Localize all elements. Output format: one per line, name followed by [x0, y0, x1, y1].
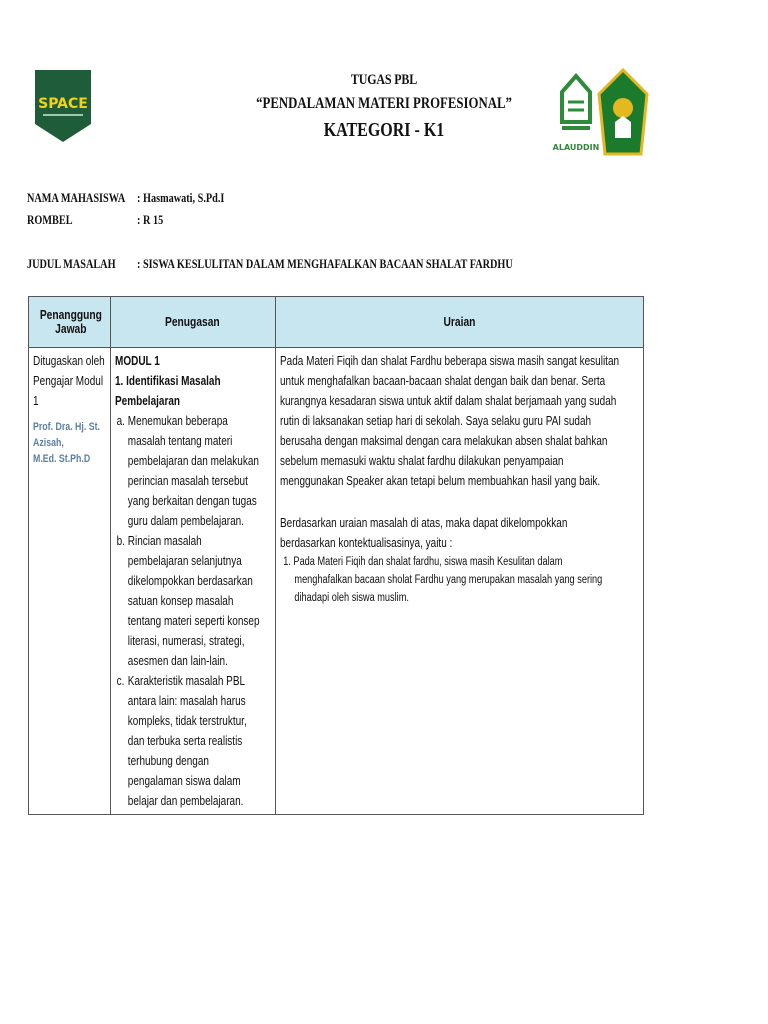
header-uraian: Uraian: [275, 297, 643, 348]
judul-label: JUDUL MASALAH: [27, 257, 116, 271]
title-line-1: TUGAS PBL: [350, 72, 418, 88]
assigned-by-line1: Ditugaskan oleh: [33, 354, 105, 368]
table-header-row: [29, 297, 644, 348]
title-line-2: “PENDALAMAN MATERI PROFESIONAL”: [256, 95, 512, 112]
kemenag-logo: [597, 68, 649, 164]
title-line-3: KATEGORI - K1: [323, 119, 445, 141]
table-row: [29, 348, 644, 815]
rombel-label: ROMBEL: [27, 213, 73, 227]
uin-logo-text: ALAUDDIN: [552, 143, 600, 152]
header-penugasan: Penugasan: [110, 297, 275, 348]
modul-label: MODUL 1: [114, 354, 160, 368]
penanggung-jawab-cell: [29, 348, 111, 815]
penugasan-cell: [110, 348, 275, 815]
uraian-cell: [275, 348, 643, 815]
assigned-by-line2: Pengajar Modul 1: [33, 374, 104, 408]
header-penanggung-jawab: Penanggung Jawab: [29, 297, 111, 348]
subhead-identifikasi: 1. Identifikasi Masalah Pembelajaran: [114, 374, 221, 408]
judul-row: [27, 257, 595, 272]
document-title: [200, 72, 568, 142]
nama-value: : Hasmawati, S.Pd.I: [137, 191, 225, 205]
nama-label: NAMA MAHASISWA: [27, 191, 126, 205]
task-table: [28, 296, 644, 815]
nama-row: [27, 191, 244, 206]
space-logo-text: SPACE: [38, 96, 88, 112]
uraian-paragraph-2: Berdasarkan uraian masalah di atas, maka dapat dikelompokkan berdasarkan kontektualisasinya, yaitu :: [279, 516, 568, 550]
list-item: b. Rincian masalah pembelajaran selanjutnya dikelompokkan berdasarkan satuan konsep masalah tentang materi seperti konsep literasi, numerasi, strategi, asesmen dan lain-lain.: [116, 534, 260, 668]
rombel-value: : R 15: [137, 213, 164, 227]
pj-name-line2: M.Ed. St.Ph.D: [33, 453, 91, 465]
judul-value: : SISWA KESLULITAN DALAM MENGHAFALKAN BACAAN SHALAT FARDHU: [137, 257, 513, 271]
list-item: c. Karakteristik masalah PBL antara lain: masalah harus kompleks, tidak terstruktur, dan terbuka serta realistis terhubung dengan pengalaman siswa dalam belajar dan pembelajaran.: [116, 674, 247, 808]
uraian-paragraph-1: Pada Materi Fiqih dan shalat Fardhu beberapa siswa masih sangat kesulitan untuk menghafalkan bacaan-bacaan shalat dengan baik dan benar. Serta kurangnya kesadaran siswa untuk aktif dalam shalat berjamaah yang sudah rutin di laksanakan setiap hari di sekolah. Saya selaku guru PAI sudah berusaha dengan maksimal dengan cara melakukan absen shalat bahkan sebelum memasuki waktu shalat fardhu dilakukan penyampaian menggunakan Speaker akan tetapi belum membuahkan hasil yang baik.: [279, 354, 619, 488]
pj-name-line1: Prof. Dra. Hj. St. Azisah,: [33, 421, 100, 449]
rombel-row: [27, 213, 169, 228]
uraian-list-item: 1. Pada Materi Fiqih dan shalat fardhu, siswa masih Kesulitan dalam menghafalkan bacaan sholat Fardhu yang merupakan masalah yang sering dihadapi oleh siswa muslim.: [283, 556, 603, 604]
space-logo: [33, 68, 93, 144]
list-item: a. Menemukan beberapa masalah tentang materi pembelajaran dan melakukan perincian masalah tersebut yang berkaitan dengan tugas guru dalam pembelajaran.: [116, 414, 259, 528]
